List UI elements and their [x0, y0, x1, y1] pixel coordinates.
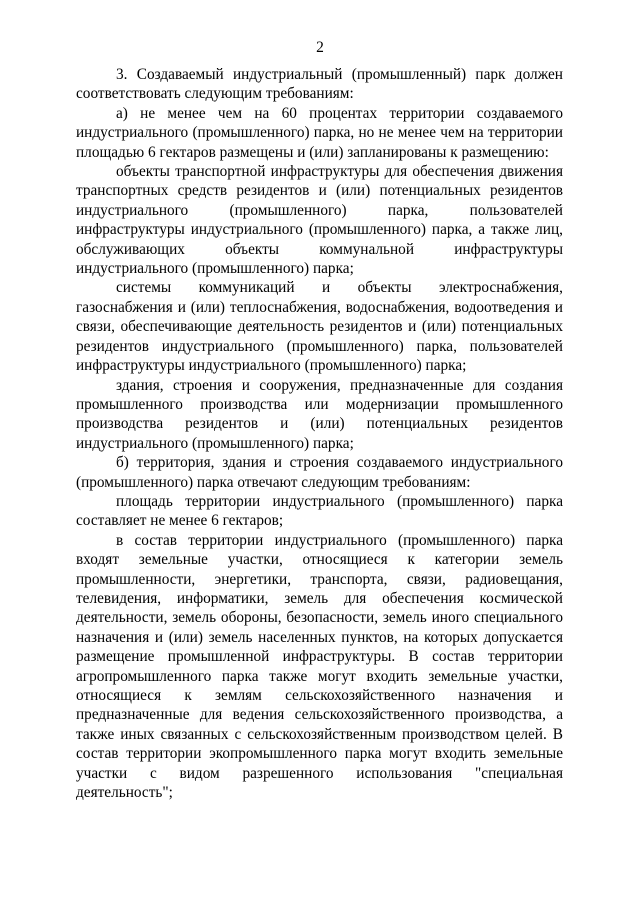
- paragraph-requirements-intro: 3. Создаваемый индустриальный (промышленный) парк должен соответствовать следующим требованиям:: [76, 66, 563, 103]
- paragraph-land-composition: в состав территории индустриального (промышленного) парка входят земельные участки, относящиеся к категории земель промышленности, энергетики, транспорта, связи, радиовещания, телевидения, информатики, земель для обеспечения космической деятельности, земель обороны, безопасности, земель иного специального назначения и (или) земель населенных пунктов, на которых допускается размещение промышленной инфраструктуры. В состав территории агропромышленного парка также могут входить земельные участки, относящиеся к землям сельскохозяйственного назначения и предназначенные для ведения сельскохозяйственного производства, а также иных связанных с сельскохозяйственным производством целей. В состав территории экопромышленного парка могут входить земельные участки с видом разрешенного использования "специальная деятельность";: [76, 531, 563, 802]
- paragraph-item-b: б) территория, здания и строения создаваемого индустриального (промышленного) парка отвечают следующим требованиям:: [76, 454, 563, 491]
- page-number: 2: [316, 39, 324, 56]
- paragraph-buildings: здания, строения и сооружения, предназначенные для создания промышленного производства или модернизации промышленного производства резидентов и (или) потенциальных резидентов индустриального (промышленного) парка;: [76, 376, 563, 452]
- paragraph-item-a: а) не менее чем на 60 процентах территории создаваемого индустриального (промышленного) парка, но не менее чем на территории площадью 6 гектаров размещены и (или) запланированы к размещению:: [76, 104, 563, 161]
- document-body: [76, 65, 563, 802]
- paragraph-communication-systems: системы коммуникаций и объекты электроснабжения, газоснабжения и (или) теплоснабжения, водоснабжения, водоотведения и связи, обеспечивающие деятельность резидентов и (или) потенциальных резидентов индустриального (промышленного) парка, пользователей инфраструктуры индустриального (промышленного) парка;: [76, 279, 563, 375]
- paragraph-transport-infrastructure: объекты транспортной инфраструктуры для обеспечения движения транспортных средств резидентов и (или) потенциальных резидентов индустриального (промышленного) парка, пользователей инфраструктуры индустриального (промышленного) парка, а также лиц, обслуживающих объекты коммунальной инфраструктуры индустриального (промышленного) парка;: [76, 163, 563, 278]
- paragraph-area: площадь территории индустриального (промышленного) парка составляет не менее 6 гектаров;: [76, 492, 563, 530]
